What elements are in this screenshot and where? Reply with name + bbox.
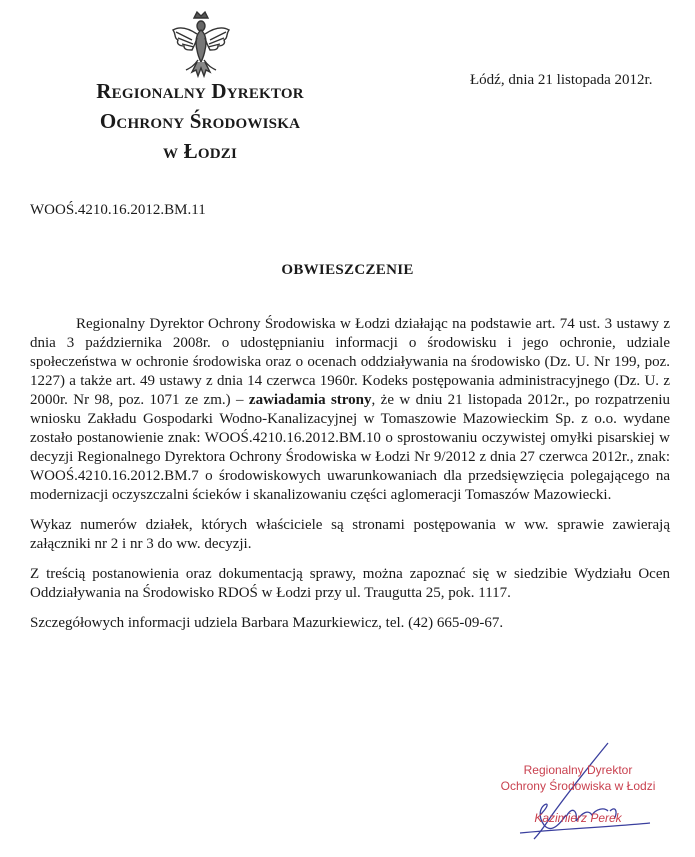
paragraph-text: , że w dniu 21 listopada 2012r., po rozpatrzeniu wniosku Zakładu Gospodarki Wodno-Kanalizacyjnej w Tomaszowie Mazowieckim Sp. z o.o. wydane zostało postanowienie znak: WOOŚ.4210.16.2012.BM.10 o sprostowaniu oczywistej omyłki pisarskiej w decyzji Regionalnego Dyrektora Ochrony Środowiska w Łodzi Nr 9/2012 z dnia 27 czerwca 2012r., znak: WOOŚ.4210.16.2012.BM.7 o środowiskowych uwarunkowaniach dla przedsięwzięcia polegającego na modernizacji oczyszczalni ścieków i skanalizowaniu części aglomeracji Tomaszów Mazowiecki. xyxy=(30,392,670,503)
authority-line: Ochrony Środowiska xyxy=(99,109,301,133)
stamp-line: Ochrony Środowiska w Łodzi xyxy=(500,779,656,793)
authority-line: w Łodzi xyxy=(163,139,237,163)
paragraph-contact: Szczegółowych informacji udziela Barbara Mazurkiewicz, tel. (42) 665-09-67. xyxy=(30,615,504,631)
document-title: OBWIESZCZENIE xyxy=(281,262,414,278)
authority-line: Regionalny Dyrektor xyxy=(96,79,304,103)
bold-phrase: zawiadamia strony xyxy=(248,392,372,408)
document-body xyxy=(30,315,670,644)
official-stamp xyxy=(488,762,668,826)
authority-header xyxy=(40,76,360,166)
paragraph-documentation: Z treścią postanowienia oraz dokumentacją sprawy, można zapoznać się w siedzibie Wydziału Ocen Oddziaływania na Środowisko RDOŚ w Łodzi przy ul. Traugutta 25, pok. 1117. xyxy=(30,566,670,601)
stamp-name: Kazimierz Perek xyxy=(534,811,622,825)
polish-eagle-emblem-icon xyxy=(170,10,232,78)
paragraph-parcels: Wykaz numerów działek, których właściciele są stronami postępowania w ww. sprawie zawierają załączniki nr 2 i nr 3 do ww. decyzji. xyxy=(30,517,670,552)
stamp-line: Regionalny Dyrektor xyxy=(523,763,633,777)
reference-number: WOOŚ.4210.16.2012.BM.11 xyxy=(30,202,206,218)
place-date: Łódź, dnia 21 listopada 2012r. xyxy=(470,72,653,88)
paragraph-announcement xyxy=(30,315,670,505)
paragraph-text: Regionalny Dyrektor Ochrony Środowiska w Łodzi działając na podstawie art. 74 ust. 3 ustawy z dnia 3 października 2008r. o udostępnianiu informacji o środowisku i jego ochronie, udziale społeczeństwa w ochronie środowiska oraz o ocenach oddziaływania na środowisko (Dz. U. Nr 199, poz. 1227) a także art. 49 ustawy z dnia 14 czerwca 1960r. Kodeks postępowania administracyjnego (Dz. U. z 2000r. Nr 98, poz. 1071 ze zm.) – xyxy=(30,316,670,408)
